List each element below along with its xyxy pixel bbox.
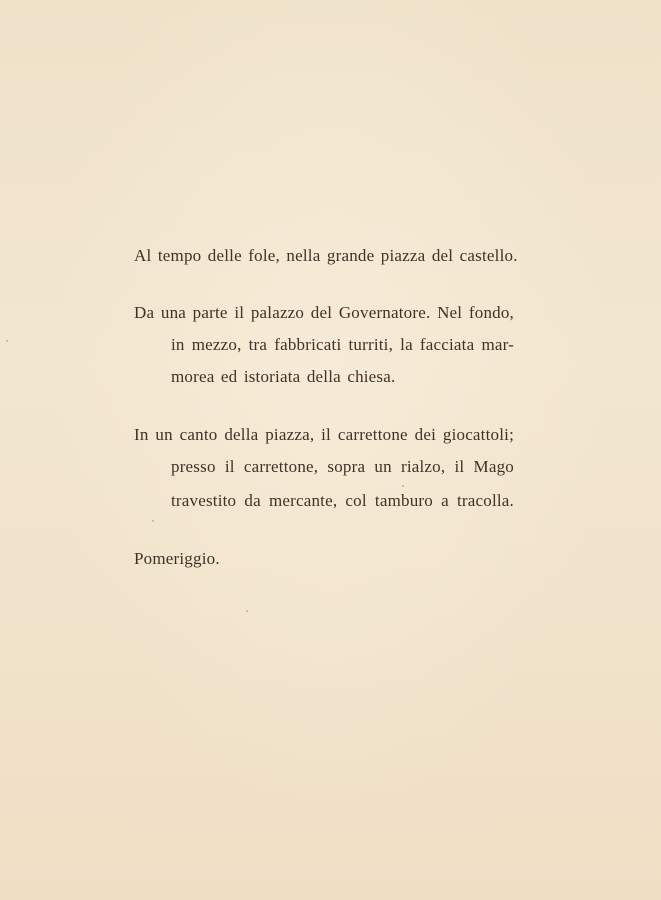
stage-direction-line: Pomeriggio. — [134, 549, 220, 568]
paper-speck — [246, 610, 248, 612]
stage-direction-line: morea ed istoriata della chiesa. — [171, 367, 396, 386]
paper-speck — [152, 520, 154, 522]
stage-direction-line: in mezzo, tra fabbricati turriti, la facciata mar- — [171, 335, 514, 354]
stage-direction-line: In un canto della piazza, il carrettone dei giocattoli; — [134, 425, 514, 444]
stage-direction-line: presso il carrettone, sopra un rialzo, il Mago — [171, 457, 514, 476]
stage-direction-line: Al tempo delle fole, nella grande piazza del castello. — [134, 246, 518, 265]
paper-speck — [6, 340, 8, 342]
stage-direction-line: Da una parte il palazzo del Governatore. Nel fondo, — [134, 303, 514, 322]
paper-speck — [402, 485, 404, 487]
stage-direction-line: travestito da mercante, col tamburo a tracolla. — [171, 491, 514, 510]
